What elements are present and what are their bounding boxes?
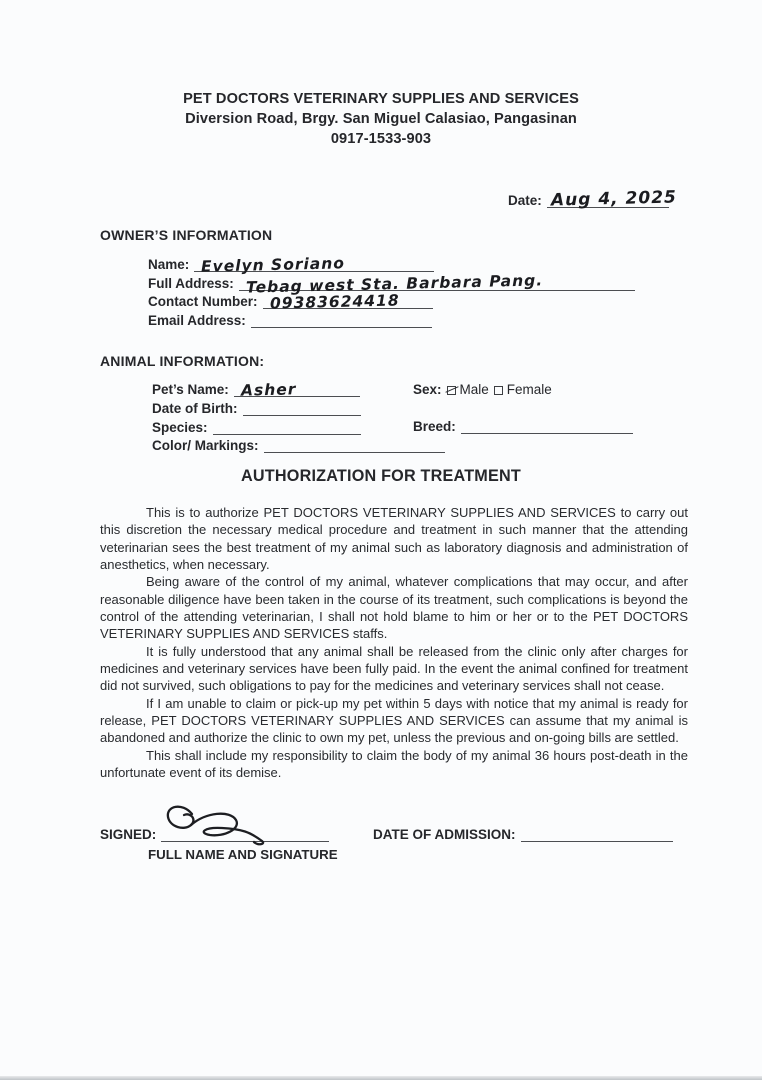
date-blank-line xyxy=(547,187,677,211)
male-option-label: Male xyxy=(459,382,489,397)
scan-edge-shadow xyxy=(0,1076,762,1080)
owner-name-line xyxy=(194,254,434,276)
authorization-paragraph: If I am unable to claim or pick-up my pet within 5 days with notice that my animal is ready for release, PET DOCTORS VETERINARY SUPPLIES AND SERVICES can assume that my animal is abandoned and authorize the clinic to own my pet, unless the previous and on-going bills are settled. xyxy=(100,695,688,746)
owner-email-line xyxy=(251,313,432,328)
authorization-paragraph: This is to authorize PET DOCTORS VETERINARY SUPPLIES AND SERVICES to carry out this discretion the necessary medical procedure and treatment in such manner that the attending veterinarian sees the best treatment of my animal such as laboratory diagnosis and administration of anesthetics, when necessary. xyxy=(100,505,688,573)
species-label: Species: xyxy=(152,419,208,435)
handwritten-signature xyxy=(158,800,308,852)
date-of-admission-label: DATE OF ADMISSION: xyxy=(373,827,516,842)
dob-field xyxy=(152,400,652,419)
animal-fields xyxy=(152,381,652,456)
sex-label: Sex: xyxy=(413,382,442,397)
female-checkbox xyxy=(494,386,503,395)
authorization-body xyxy=(100,504,688,782)
owner-contact-handwritten-value: 09383624418 xyxy=(269,291,400,313)
dob-label: Date of Birth: xyxy=(152,400,238,416)
pet-name-label: Pet’s Name: xyxy=(152,382,229,397)
owner-email-field xyxy=(148,312,635,331)
breed-line xyxy=(461,419,633,434)
breed-label: Breed: xyxy=(413,419,456,434)
authorization-paragraph: Being aware of the control of my animal, whatever complications that may occur, and after reasonable diligence have been taken in the course of its treatment, such complications is beyond the control of the attending veterinarian, I shall not hold blame to him or her or to the PET DOCTORS VETERINARY SUPPLIES AND SERVICES staffs. xyxy=(100,574,688,642)
owner-address-label: Full Address: xyxy=(148,275,234,291)
breed-field xyxy=(413,418,633,436)
signed-caption: FULL NAME AND SIGNATURE xyxy=(148,847,338,862)
pet-name-handwritten-value: Asher xyxy=(240,380,297,400)
color-markings-label: Color/ Markings: xyxy=(152,438,259,454)
date-row xyxy=(508,187,677,211)
sex-field xyxy=(413,381,552,399)
signed-label: SIGNED: xyxy=(100,827,157,842)
owner-section-title: OWNER’S INFORMATION xyxy=(100,227,273,243)
signed-field xyxy=(100,826,338,862)
owner-address-line xyxy=(239,270,635,297)
date-of-admission-line xyxy=(521,827,673,842)
owner-name-label: Name: xyxy=(148,257,190,272)
owner-contact-label: Contact Number: xyxy=(148,294,258,310)
dob-line xyxy=(243,401,361,416)
owner-contact-line xyxy=(263,291,433,313)
owner-name-handwritten-value: Evelyn Soriano xyxy=(201,254,346,276)
pet-name-line xyxy=(234,380,360,400)
animal-section-title: ANIMAL INFORMATION: xyxy=(100,353,265,369)
pet-name-field xyxy=(152,381,652,400)
owner-name-field xyxy=(148,256,635,275)
owner-fields xyxy=(148,256,635,330)
female-option-label: Female xyxy=(506,382,552,397)
owner-address-handwritten-value: Tebag west Sta. Barbara Pang. xyxy=(245,270,544,297)
color-markings-line xyxy=(264,438,445,453)
signature-footer xyxy=(100,826,690,864)
authorization-paragraph: This shall include my responsibility to claim the body of my animal 36 hours post-death in the unfortunate event of its demise. xyxy=(100,747,688,781)
male-checkbox xyxy=(447,386,456,395)
owner-email-label: Email Address: xyxy=(148,312,246,328)
authorization-paragraph: It is fully understood that any animal shall be released from the clinic only after charges for medicines and veterinary services have been fully paid. In the event the animal confined for treatment did not survived, such obligations to pay for the medicines and veterinary services shall not cease. xyxy=(100,643,688,694)
clinic-name: PET DOCTORS VETERINARY SUPPLIES AND SERVICES xyxy=(183,91,579,107)
date-handwritten-value: Aug 4, 2025 xyxy=(550,187,677,211)
species-line xyxy=(213,420,361,435)
clinic-address: Diversion Road, Brgy. San Miguel Calasiao, Pangasinan xyxy=(185,111,577,127)
color-markings-field xyxy=(152,437,652,456)
date-of-admission-field xyxy=(373,826,673,844)
authorization-title: AUTHORIZATION FOR TREATMENT xyxy=(241,467,521,485)
date-label: Date: xyxy=(508,193,542,208)
signed-line xyxy=(161,827,329,842)
owner-address-field xyxy=(148,270,635,297)
owner-contact-field xyxy=(148,293,635,312)
clinic-phone: 0917-1533-903 xyxy=(330,131,432,147)
clinic-header xyxy=(0,89,762,149)
